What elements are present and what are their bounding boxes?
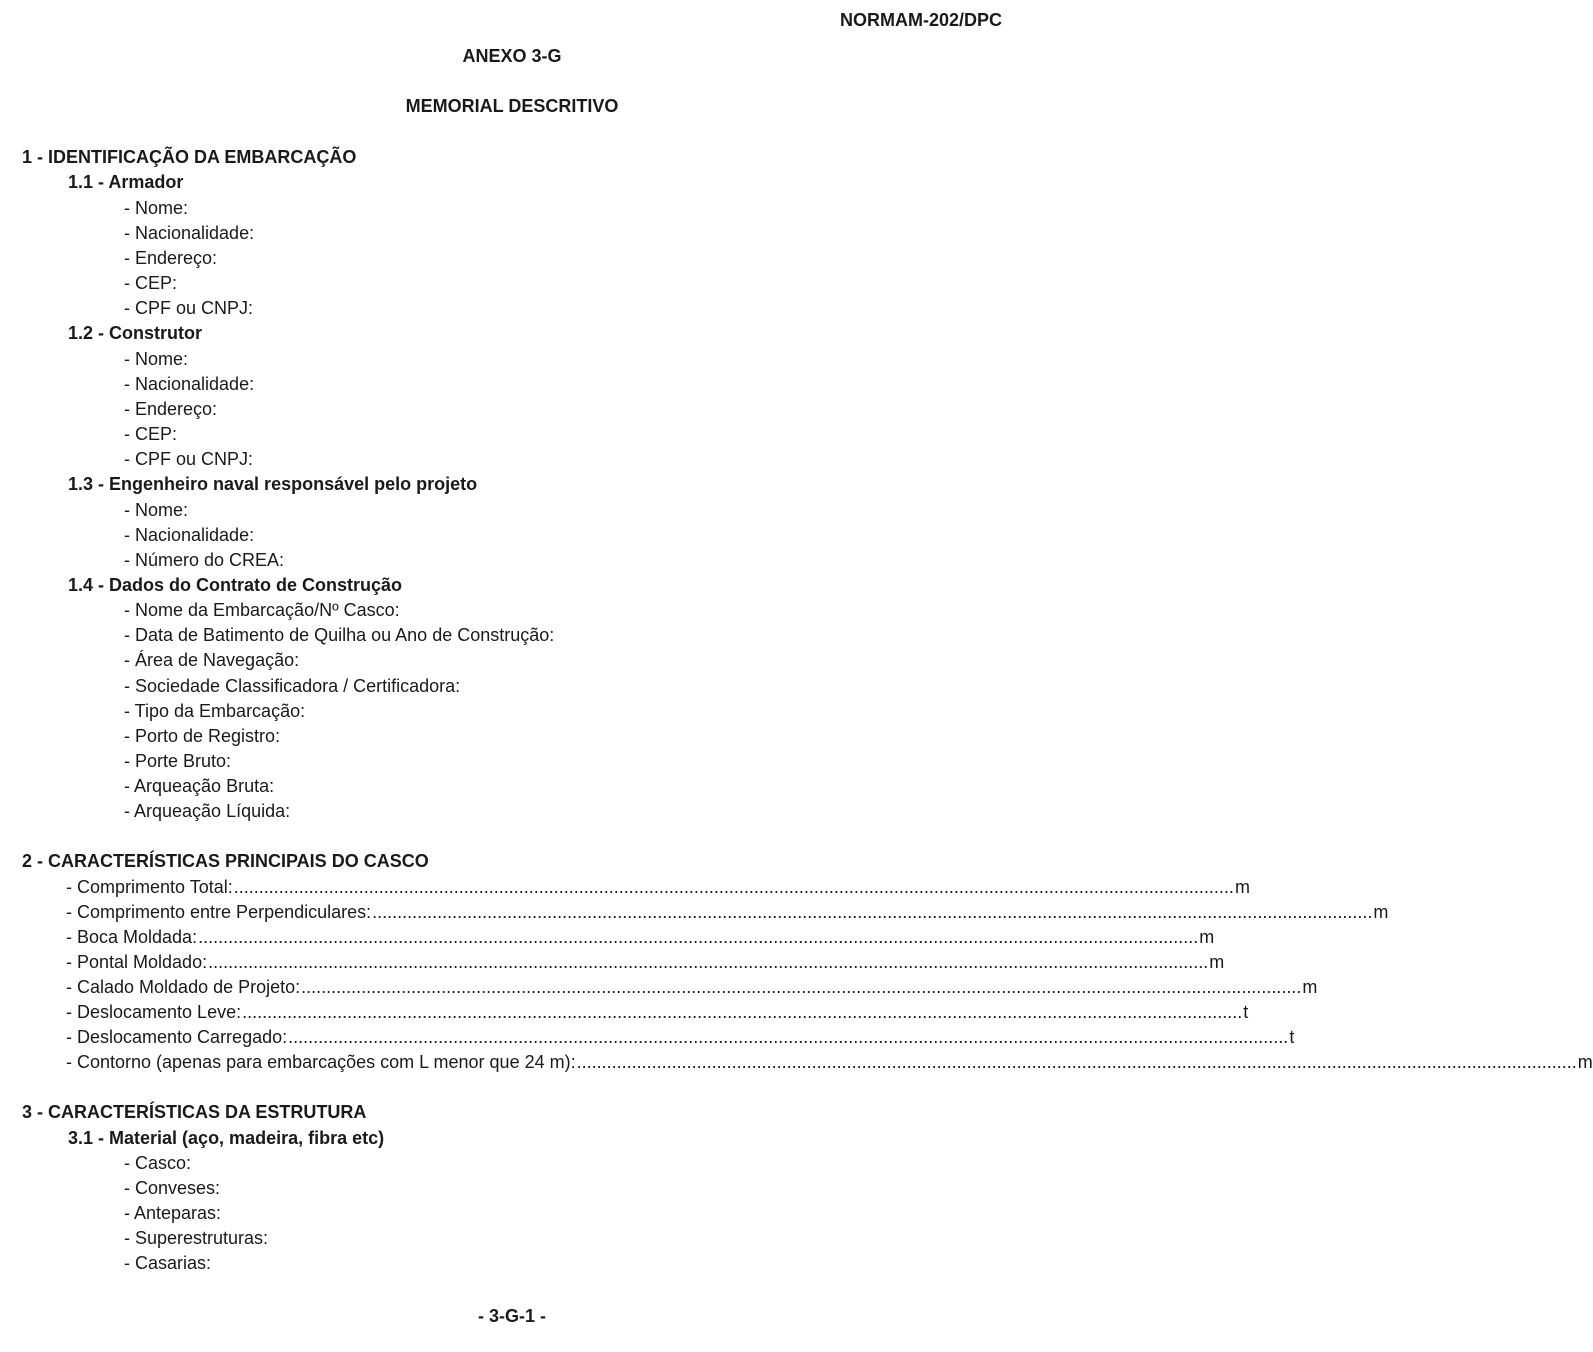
dimension-row xyxy=(66,950,1225,974)
dimension-row xyxy=(66,1050,1593,1074)
subsection-3-1-heading: 3.1 - Material (aço, madeira, fibra etc) xyxy=(68,1128,385,1148)
dimension-row xyxy=(66,1025,1295,1049)
unit-label: m xyxy=(1302,977,1318,997)
dimension-label: - Deslocamento Carregado: xyxy=(66,1027,288,1047)
subsection-1-3-heading: 1.3 - Engenheiro naval responsável pelo projeto xyxy=(68,474,478,494)
field-label: - Porto de Registro: xyxy=(124,726,281,746)
field-label: - Número do CREA: xyxy=(124,550,285,570)
dimension-row xyxy=(66,1000,1249,1024)
section-2-heading: 2 - CARACTERÍSTICAS PRINCIPAIS DO CASCO xyxy=(22,851,429,871)
subsection-1-1-heading: 1.1 - Armador xyxy=(68,172,184,192)
unit-label: m xyxy=(1199,927,1215,947)
field-label: - Anteparas: xyxy=(124,1203,222,1223)
subsection-1-2-heading: 1.2 - Construtor xyxy=(68,323,203,343)
field-label: - Nome: xyxy=(124,349,189,369)
dimension-label: - Boca Moldada: xyxy=(66,927,198,947)
field-label: - Superestruturas: xyxy=(124,1228,269,1248)
field-label: - Endereço: xyxy=(124,248,218,268)
dimension-label: - Calado Moldado de Projeto: xyxy=(66,977,301,997)
dot-leader: ........................................................................................................................................................................................................ xyxy=(198,927,1199,947)
dimension-label: - Deslocamento Leve: xyxy=(66,1002,242,1022)
field-label: - Nacionalidade: xyxy=(124,223,255,243)
dimension-row xyxy=(66,875,1250,899)
field-label: - Nome da Embarcação/Nº Casco: xyxy=(124,600,400,620)
dot-leader: ........................................................................................................................................................................................................ xyxy=(208,952,1209,972)
field-label: - Arqueação Líquida: xyxy=(124,801,291,821)
field-label: - Conveses: xyxy=(124,1178,221,1198)
unit-label: m xyxy=(1209,952,1225,972)
field-label: - Casco: xyxy=(124,1153,192,1173)
dot-leader: ........................................................................................................................................................................................................ xyxy=(301,977,1302,997)
field-label: - Nacionalidade: xyxy=(124,525,255,545)
field-label: - Área de Navegação: xyxy=(124,650,300,670)
unit-label: t xyxy=(1243,1002,1249,1022)
dot-leader: ........................................................................................................................................................................................................ xyxy=(576,1052,1577,1072)
field-label: - Tipo da Embarcação: xyxy=(124,701,306,721)
field-label: - Porte Bruto: xyxy=(124,751,232,771)
document-code: NORMAM-202/DPC xyxy=(839,10,1002,30)
section-3-heading: 3 - CARACTERÍSTICAS DA ESTRUTURA xyxy=(22,1102,367,1122)
dimension-label: - Contorno (apenas para embarcações com L menor que 24 m): xyxy=(66,1052,576,1072)
field-label: - Data de Batimento de Quilha ou Ano de Construção: xyxy=(124,625,555,645)
field-label: - Nome: xyxy=(124,198,189,218)
field-label: - CPF ou CNPJ: xyxy=(124,449,254,469)
unit-label: m xyxy=(1373,902,1389,922)
section-1-heading: 1 - IDENTIFICAÇÃO DA EMBARCAÇÃO xyxy=(22,147,357,167)
dimension-label: - Comprimento Total: xyxy=(66,877,233,897)
unit-label: m xyxy=(1577,1052,1593,1072)
page-number: - 3-G-1 - xyxy=(477,1306,546,1326)
field-label: - Sociedade Classificadora / Certificadora: xyxy=(124,676,461,696)
unit-label: m xyxy=(1234,877,1250,897)
dot-leader: ........................................................................................................................................................................................................ xyxy=(242,1002,1243,1022)
field-label: - CEP: xyxy=(124,424,178,444)
dimension-row xyxy=(66,900,1389,924)
subsection-1-4-heading: 1.4 - Dados do Contrato de Construção xyxy=(68,575,403,595)
dimension-row xyxy=(66,975,1318,999)
field-label: - CPF ou CNPJ: xyxy=(124,298,254,318)
dot-leader: ........................................................................................................................................................................................................ xyxy=(288,1027,1289,1047)
field-label: - Nome: xyxy=(124,500,189,520)
dimension-label: - Pontal Moldado: xyxy=(66,952,208,972)
dot-leader: ........................................................................................................................................................................................................ xyxy=(233,877,1234,897)
dimension-label: - Comprimento entre Perpendiculares: xyxy=(66,902,372,922)
dimension-row xyxy=(66,925,1215,949)
field-label: - Endereço: xyxy=(124,399,218,419)
field-label: - CEP: xyxy=(124,273,178,293)
field-label: - Nacionalidade: xyxy=(124,374,255,394)
dot-leader: ........................................................................................................................................................................................................ xyxy=(372,902,1373,922)
field-label: - Casarias: xyxy=(124,1253,212,1273)
unit-label: t xyxy=(1289,1027,1295,1047)
memorial-title: MEMORIAL DESCRITIVO xyxy=(405,96,619,116)
annex-title: ANEXO 3-G xyxy=(462,46,562,66)
field-label: - Arqueação Bruta: xyxy=(124,776,275,796)
